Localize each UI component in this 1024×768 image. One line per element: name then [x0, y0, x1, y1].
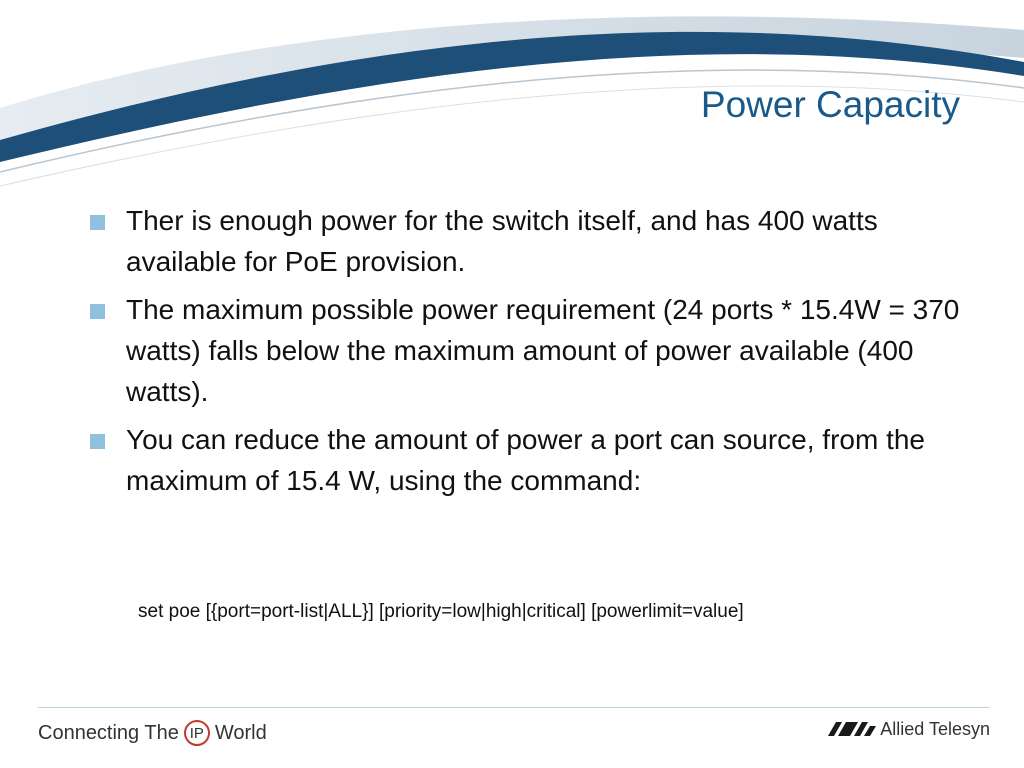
- brand-logo: [828, 717, 990, 741]
- footer-tagline: [38, 717, 267, 749]
- command-syntax: set poe [{port=port-list|ALL}] [priority=low|high|critical] [powerlimit=value]: [138, 601, 744, 622]
- allied-telesyn-logo-mark-icon: [828, 722, 876, 736]
- bullet-item: [90, 200, 970, 282]
- footer-divider: [38, 707, 990, 708]
- slide-title: Power Capacity: [700, 84, 960, 125]
- bullet-text: Ther is enough power for the switch itself, and has 400 watts available for PoE provision.: [126, 205, 878, 277]
- tagline-text-end: World: [214, 721, 267, 744]
- square-bullet-icon: [90, 215, 105, 230]
- square-bullet-icon: [90, 304, 105, 319]
- tagline-text-start: Connecting The: [38, 721, 179, 744]
- square-bullet-icon: [90, 434, 105, 449]
- bullet-item: [90, 419, 970, 501]
- bullet-text: You can reduce the amount of power a port can source, from the maximum of 15.4 W, using the command:: [126, 424, 925, 496]
- ip-circle-icon: IP: [184, 720, 210, 746]
- bullet-text: The maximum possible power requirement (24 ports * 15.4W = 370 watts) falls below the maximum amount of power available (400 watts).: [126, 294, 960, 407]
- bullet-list: [90, 200, 970, 508]
- bullet-item: [90, 289, 970, 412]
- brand-name: Allied Telesyn: [880, 718, 990, 739]
